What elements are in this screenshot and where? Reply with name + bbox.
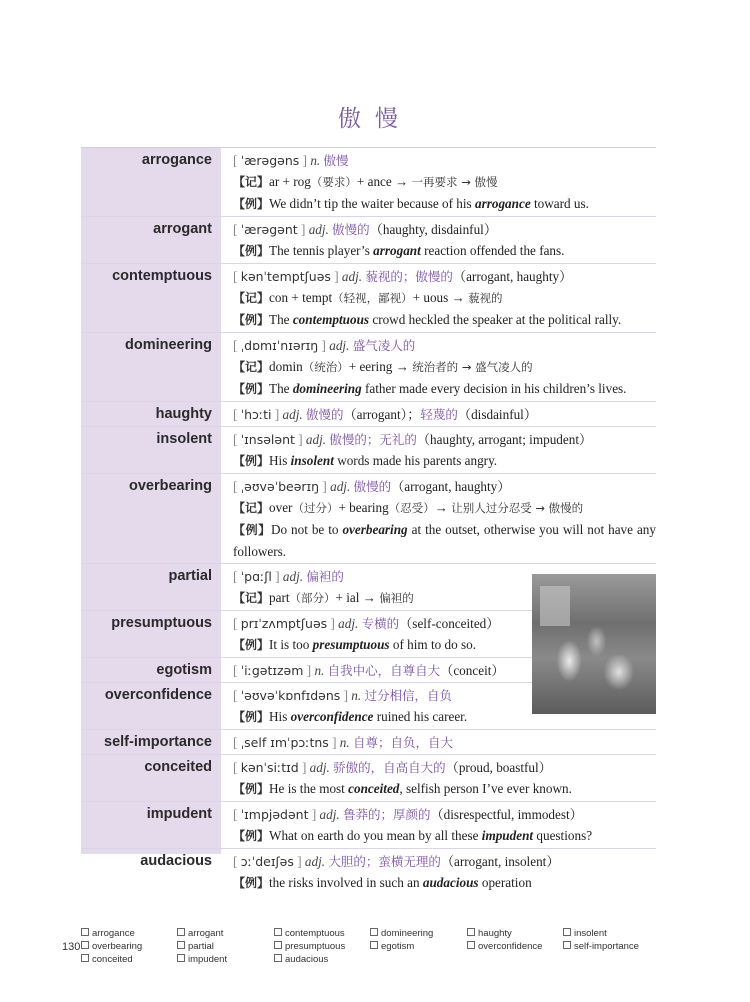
- keyword: arrogant: [373, 243, 421, 258]
- text-segment: 偏袒的: [379, 591, 414, 605]
- checkbox-icon: [467, 941, 475, 949]
- entry-arrogant: [81, 216, 656, 263]
- checkbox-icon: [177, 954, 185, 962]
- note-tag: 【记】: [233, 175, 270, 189]
- text-segment: ]: [330, 269, 342, 284]
- keyword: insolent: [290, 453, 334, 468]
- text-segment: （轻视，鄙视）: [332, 291, 413, 305]
- text-segment: adj.: [308, 222, 333, 237]
- headword: conceited: [144, 759, 212, 775]
- text-segment: ]: [327, 616, 339, 631]
- index-word: haughty: [478, 928, 512, 939]
- note-tag: 【例】: [233, 876, 270, 890]
- entry-body: [221, 217, 656, 263]
- index-item: [274, 928, 345, 939]
- text-segment: , selfish person I’ve ever known.: [399, 781, 572, 796]
- text-segment: ]: [303, 663, 315, 678]
- text-segment: words made his parents angry.: [333, 453, 498, 468]
- text-segment: + uous →: [412, 290, 469, 305]
- text-segment: It is too: [269, 637, 313, 652]
- index-item: [370, 928, 433, 939]
- text-segment: [: [233, 432, 241, 447]
- text-segment: （disdainful）: [457, 407, 538, 422]
- entry-body: [221, 148, 656, 216]
- note-line: [233, 309, 656, 331]
- text-segment: adj.: [305, 432, 330, 447]
- text-segment: （忍受）: [388, 501, 435, 515]
- text-segment: [: [233, 663, 241, 678]
- text-segment: （haughty, disdainful）: [369, 222, 498, 237]
- headword: arrogant: [153, 221, 212, 237]
- text-segment: [: [233, 760, 241, 775]
- entry-domineering: [81, 332, 656, 401]
- text-segment: （arrogant, haughty）: [391, 479, 511, 494]
- text-segment: father made every decision in his children’s lives.: [361, 381, 627, 396]
- text-segment: [: [233, 269, 241, 284]
- text-segment: + ance →: [356, 174, 412, 189]
- note-tag: 【记】: [233, 591, 270, 605]
- text-segment: adj.: [319, 807, 343, 822]
- index-item: [81, 954, 133, 965]
- entry-arrogance: [81, 147, 656, 216]
- text-segment: [: [233, 153, 241, 168]
- text-segment: ]: [271, 569, 283, 584]
- text-segment: adj.: [282, 569, 307, 584]
- text-segment: part: [269, 590, 290, 605]
- text-segment: n.: [314, 663, 328, 678]
- text-segment: crowd heckled the speaker at the political rally.: [369, 312, 622, 327]
- text-segment: （disrespectful, immodest）: [430, 807, 583, 822]
- headword: overconfidence: [104, 687, 212, 703]
- text-segment: （arrogant, insolent）: [440, 854, 560, 869]
- text-segment: 藐视的；傲慢的: [365, 269, 453, 284]
- text-segment: [: [233, 407, 241, 422]
- text-segment: adj.: [329, 338, 353, 353]
- text-segment: con + tempt: [269, 290, 333, 305]
- text-segment: ar + rog: [269, 174, 311, 189]
- text-segment: ruined his career.: [373, 709, 468, 724]
- entry-body: [221, 849, 656, 895]
- text-segment: ]: [340, 688, 352, 703]
- text-segment: 傲慢的；无礼的: [329, 432, 417, 447]
- checkbox-icon: [563, 928, 571, 936]
- index-word: overconfidence: [478, 941, 543, 952]
- entry-body: [221, 333, 656, 401]
- headword: haughty: [155, 406, 212, 422]
- note-tag: 【例】: [233, 382, 270, 396]
- index-item: [177, 941, 214, 952]
- text-segment: （部分）: [289, 591, 336, 605]
- text-segment: ˈhɔːti: [240, 407, 272, 422]
- pronunciation-line: [233, 804, 656, 825]
- text-segment: ˌself ɪmˈpɔːtns: [240, 735, 329, 750]
- checkbox-icon: [274, 928, 282, 936]
- keyword: conceited: [348, 781, 400, 796]
- checkbox-icon: [370, 928, 378, 936]
- text-segment: He is the most: [269, 781, 349, 796]
- note-tag: 【例】: [233, 523, 271, 537]
- entry-self-importance: [81, 729, 656, 754]
- text-segment: ˌdɒmɪˈnɪərɪŋ: [240, 338, 319, 353]
- text-segment: 盛气凌人的: [352, 338, 416, 353]
- note-tag: 【记】: [233, 501, 270, 515]
- index-item: [563, 928, 607, 939]
- text-segment: ]: [328, 735, 340, 750]
- index-word: contemptuous: [285, 928, 345, 939]
- checkbox-icon: [81, 941, 89, 949]
- text-segment: His: [269, 709, 291, 724]
- text-segment: 骄傲的，自高自大的: [333, 760, 446, 775]
- text-segment: + ial →: [335, 590, 380, 605]
- checkbox-icon: [274, 954, 282, 962]
- text-segment: （arrogant）；: [343, 407, 421, 422]
- text-segment: n.: [351, 688, 365, 703]
- text-segment: questions?: [533, 828, 593, 843]
- index-item: [274, 941, 345, 952]
- entry-contemptuous: [81, 263, 656, 332]
- text-segment: at the outset, otherwise you will not have any followers.: [233, 522, 656, 559]
- keyword: overbearing: [342, 522, 408, 537]
- entry-body: [221, 802, 656, 848]
- checkbox-icon: [81, 928, 89, 936]
- text-segment: over: [269, 500, 293, 515]
- entry-body: [221, 755, 656, 801]
- note-tag: 【例】: [233, 313, 270, 327]
- text-segment: 一再要求 → 傲慢: [411, 175, 498, 189]
- pronunciation-line: [233, 150, 656, 171]
- index-item: [370, 941, 414, 952]
- note-tag: 【例】: [233, 197, 270, 211]
- text-segment: ɔːˈdeɪʃəs: [240, 854, 294, 869]
- text-segment: 自我中心，自尊自大: [327, 663, 441, 678]
- entry-audacious: [81, 848, 656, 895]
- headword: partial: [168, 568, 212, 584]
- text-segment: domin: [269, 359, 303, 374]
- entry-haughty: [81, 401, 656, 426]
- pronunciation-line: [233, 404, 656, 425]
- text-segment: The tennis player’s: [269, 243, 374, 258]
- text-segment: We didn’t tip the waiter because of his: [269, 196, 475, 211]
- text-segment: [: [233, 616, 241, 631]
- text-segment: kənˈsiːtɪd: [240, 760, 299, 775]
- note-tag: 【记】: [233, 360, 270, 374]
- text-segment: 自尊；自负，自大: [352, 735, 453, 750]
- text-segment: toward us.: [530, 196, 589, 211]
- text-segment: Do not be to: [270, 522, 343, 537]
- note-line: [233, 450, 656, 472]
- headword: impudent: [146, 806, 212, 822]
- note-line: [233, 519, 656, 562]
- text-segment: （conceit）: [440, 663, 505, 678]
- keyword: audacious: [422, 875, 479, 890]
- pronunciation-line: [233, 335, 656, 356]
- index-word: self-importance: [574, 941, 639, 952]
- text-segment: ˌəʊvəˈbeərɪŋ: [240, 479, 320, 494]
- headword: egotism: [156, 662, 212, 678]
- text-segment: ˈɪmpjədənt: [240, 807, 309, 822]
- index-word: arrogant: [188, 928, 224, 939]
- text-segment: ˈpɑːʃl: [240, 569, 272, 584]
- index-word: presumptuous: [285, 941, 346, 952]
- text-segment: [: [233, 735, 241, 750]
- note-line: [233, 240, 656, 262]
- entry-insolent: [81, 426, 656, 473]
- page-number: 130: [62, 941, 81, 953]
- entry-body: [221, 427, 656, 473]
- text-segment: ]: [308, 807, 320, 822]
- headword: self-importance: [104, 734, 212, 750]
- keyword: overconfidence: [290, 709, 374, 724]
- text-segment: adj.: [309, 760, 334, 775]
- checkbox-icon: [370, 941, 378, 949]
- text-segment: ˈəʊvəˈkɒnfɪdəns: [240, 688, 341, 703]
- entry-body: [221, 474, 656, 563]
- note-tag: 【例】: [233, 244, 270, 258]
- note-line: [233, 872, 656, 894]
- headword: presumptuous: [111, 615, 212, 631]
- text-segment: →: [434, 500, 452, 515]
- index-item: [467, 941, 542, 952]
- note-line: [233, 287, 656, 309]
- keyword: contemptuous: [292, 312, 370, 327]
- checkbox-icon: [274, 941, 282, 949]
- index-word: partial: [188, 941, 214, 952]
- text-segment: [: [233, 807, 241, 822]
- text-segment: （self-conceited）: [399, 616, 500, 631]
- ballet-dancers-photo: [532, 574, 656, 714]
- keyword: presumptuous: [312, 637, 390, 652]
- text-segment: ]: [298, 760, 310, 775]
- note-line: [233, 825, 656, 847]
- text-segment: 鲁莽的；厚颜的: [342, 807, 431, 822]
- checkbox-icon: [177, 941, 185, 949]
- keyword: arrogance: [475, 196, 531, 211]
- note-tag: 【例】: [233, 710, 270, 724]
- note-line: [233, 497, 656, 519]
- index-word: arrogance: [92, 928, 135, 939]
- text-segment: ]: [294, 432, 306, 447]
- checkbox-icon: [177, 928, 185, 936]
- text-segment: ]: [297, 222, 309, 237]
- index-item: [177, 954, 227, 965]
- index-word: conceited: [92, 954, 133, 965]
- pronunciation-line: [233, 851, 656, 872]
- entry-overbearing: [81, 473, 656, 563]
- text-segment: 过分相信，自负: [364, 688, 452, 703]
- headword: insolent: [156, 431, 212, 447]
- text-segment: （arrogant, haughty）: [452, 269, 573, 284]
- pronunciation-line: [233, 219, 656, 240]
- text-segment: adj.: [304, 854, 329, 869]
- checkbox-icon: [467, 928, 475, 936]
- pronunciation-line: [233, 757, 656, 778]
- text-segment: 轻蔑的: [420, 407, 458, 422]
- text-segment: 傲慢的: [332, 222, 370, 237]
- text-segment: 让别人过分忍受 → 傲慢的: [451, 501, 584, 515]
- text-segment: ˈɪnsələnt: [240, 432, 295, 447]
- text-segment: n.: [339, 735, 353, 750]
- text-segment: reaction offended the fans.: [420, 243, 565, 258]
- text-segment: （proud, boastful）: [445, 760, 552, 775]
- headword: domineering: [124, 337, 212, 353]
- text-segment: 偏袒的: [306, 569, 344, 584]
- text-segment: ˈærəgəns: [240, 153, 300, 168]
- text-segment: [: [233, 569, 241, 584]
- text-segment: ]: [293, 854, 305, 869]
- text-segment: （过分）: [292, 501, 339, 515]
- text-segment: adj.: [282, 407, 306, 422]
- text-segment: + bearing: [338, 500, 389, 515]
- note-line: [233, 356, 656, 378]
- text-segment: The: [269, 381, 293, 396]
- entry-body: [221, 264, 656, 332]
- vocabulary-table: [81, 147, 656, 895]
- index-word: overbearing: [92, 941, 143, 952]
- text-segment: （统治）: [302, 360, 349, 374]
- index-item: [563, 941, 639, 952]
- entry-impudent: [81, 801, 656, 848]
- text-segment: ˈiːgətɪzəm: [240, 663, 304, 678]
- text-segment: His: [269, 453, 291, 468]
- text-segment: operation: [478, 875, 532, 890]
- index-word: domineering: [381, 928, 434, 939]
- index-item: [81, 928, 135, 939]
- note-tag: 【例】: [233, 454, 270, 468]
- note-line: [233, 171, 656, 193]
- index-item: [81, 941, 142, 952]
- text-segment: ]: [299, 153, 311, 168]
- text-segment: [: [233, 338, 241, 353]
- text-segment: ˈærəgənt: [240, 222, 298, 237]
- entry-body: [221, 402, 656, 426]
- index-item: [274, 954, 328, 965]
- index-word: egotism: [381, 941, 415, 952]
- text-segment: 傲慢的: [305, 407, 344, 422]
- text-segment: 藐视的: [468, 291, 503, 305]
- index-item: [177, 928, 223, 939]
- text-segment: ]: [319, 479, 331, 494]
- headword: contemptuous: [112, 268, 212, 284]
- text-segment: [: [233, 222, 241, 237]
- text-segment: The: [269, 312, 293, 327]
- text-segment: ]: [271, 407, 283, 422]
- text-segment: [: [233, 479, 241, 494]
- index-item: [467, 928, 512, 939]
- text-segment: prɪˈzʌmptʃuəs: [240, 616, 328, 631]
- checkbox-icon: [81, 954, 89, 962]
- text-segment: adj.: [341, 269, 366, 284]
- pronunciation-line: [233, 476, 656, 497]
- text-segment: [: [233, 688, 241, 703]
- headword: arrogance: [141, 152, 212, 168]
- keyword: impudent: [481, 828, 534, 843]
- note-tag: 【例】: [233, 638, 270, 652]
- page-title: 傲慢: [338, 106, 412, 132]
- text-segment: What on earth do you mean by all these: [269, 828, 482, 843]
- text-segment: adj.: [330, 479, 354, 494]
- text-segment: adj.: [338, 616, 362, 631]
- checkbox-icon: [563, 941, 571, 949]
- text-segment: the risks involved in such an: [269, 875, 423, 890]
- text-segment: ]: [318, 338, 330, 353]
- text-segment: 傲慢: [323, 153, 349, 168]
- text-segment: 傲慢的: [353, 479, 392, 494]
- text-segment: n.: [310, 153, 324, 168]
- headword: audacious: [140, 853, 212, 869]
- entry-conceited: [81, 754, 656, 801]
- entry-body: [221, 730, 656, 754]
- note-tag: 【记】: [233, 291, 270, 305]
- keyword: domineering: [292, 381, 362, 396]
- text-segment: 大胆的；蛮横无理的: [328, 854, 441, 869]
- pronunciation-line: [233, 732, 656, 753]
- text-segment: 统治者的 → 盛气凌人的: [412, 360, 533, 374]
- text-segment: （要求）: [310, 175, 357, 189]
- note-line: [233, 778, 656, 800]
- pronunciation-line: [233, 429, 656, 450]
- pronunciation-line: [233, 266, 656, 287]
- note-tag: 【例】: [233, 829, 270, 843]
- index-word: insolent: [574, 928, 607, 939]
- note-tag: 【例】: [233, 782, 270, 796]
- index-word: impudent: [188, 954, 228, 965]
- headword: overbearing: [129, 478, 212, 494]
- index-word: audacious: [285, 954, 329, 965]
- text-segment: of him to do so.: [389, 637, 477, 652]
- note-line: [233, 193, 656, 215]
- text-segment: + eering →: [348, 359, 413, 374]
- text-segment: （haughty, arrogant; impudent）: [416, 432, 593, 447]
- note-line: [233, 378, 656, 400]
- text-segment: [: [233, 854, 241, 869]
- text-segment: kənˈtemptʃuəs: [240, 269, 331, 284]
- text-segment: 专横的: [361, 616, 400, 631]
